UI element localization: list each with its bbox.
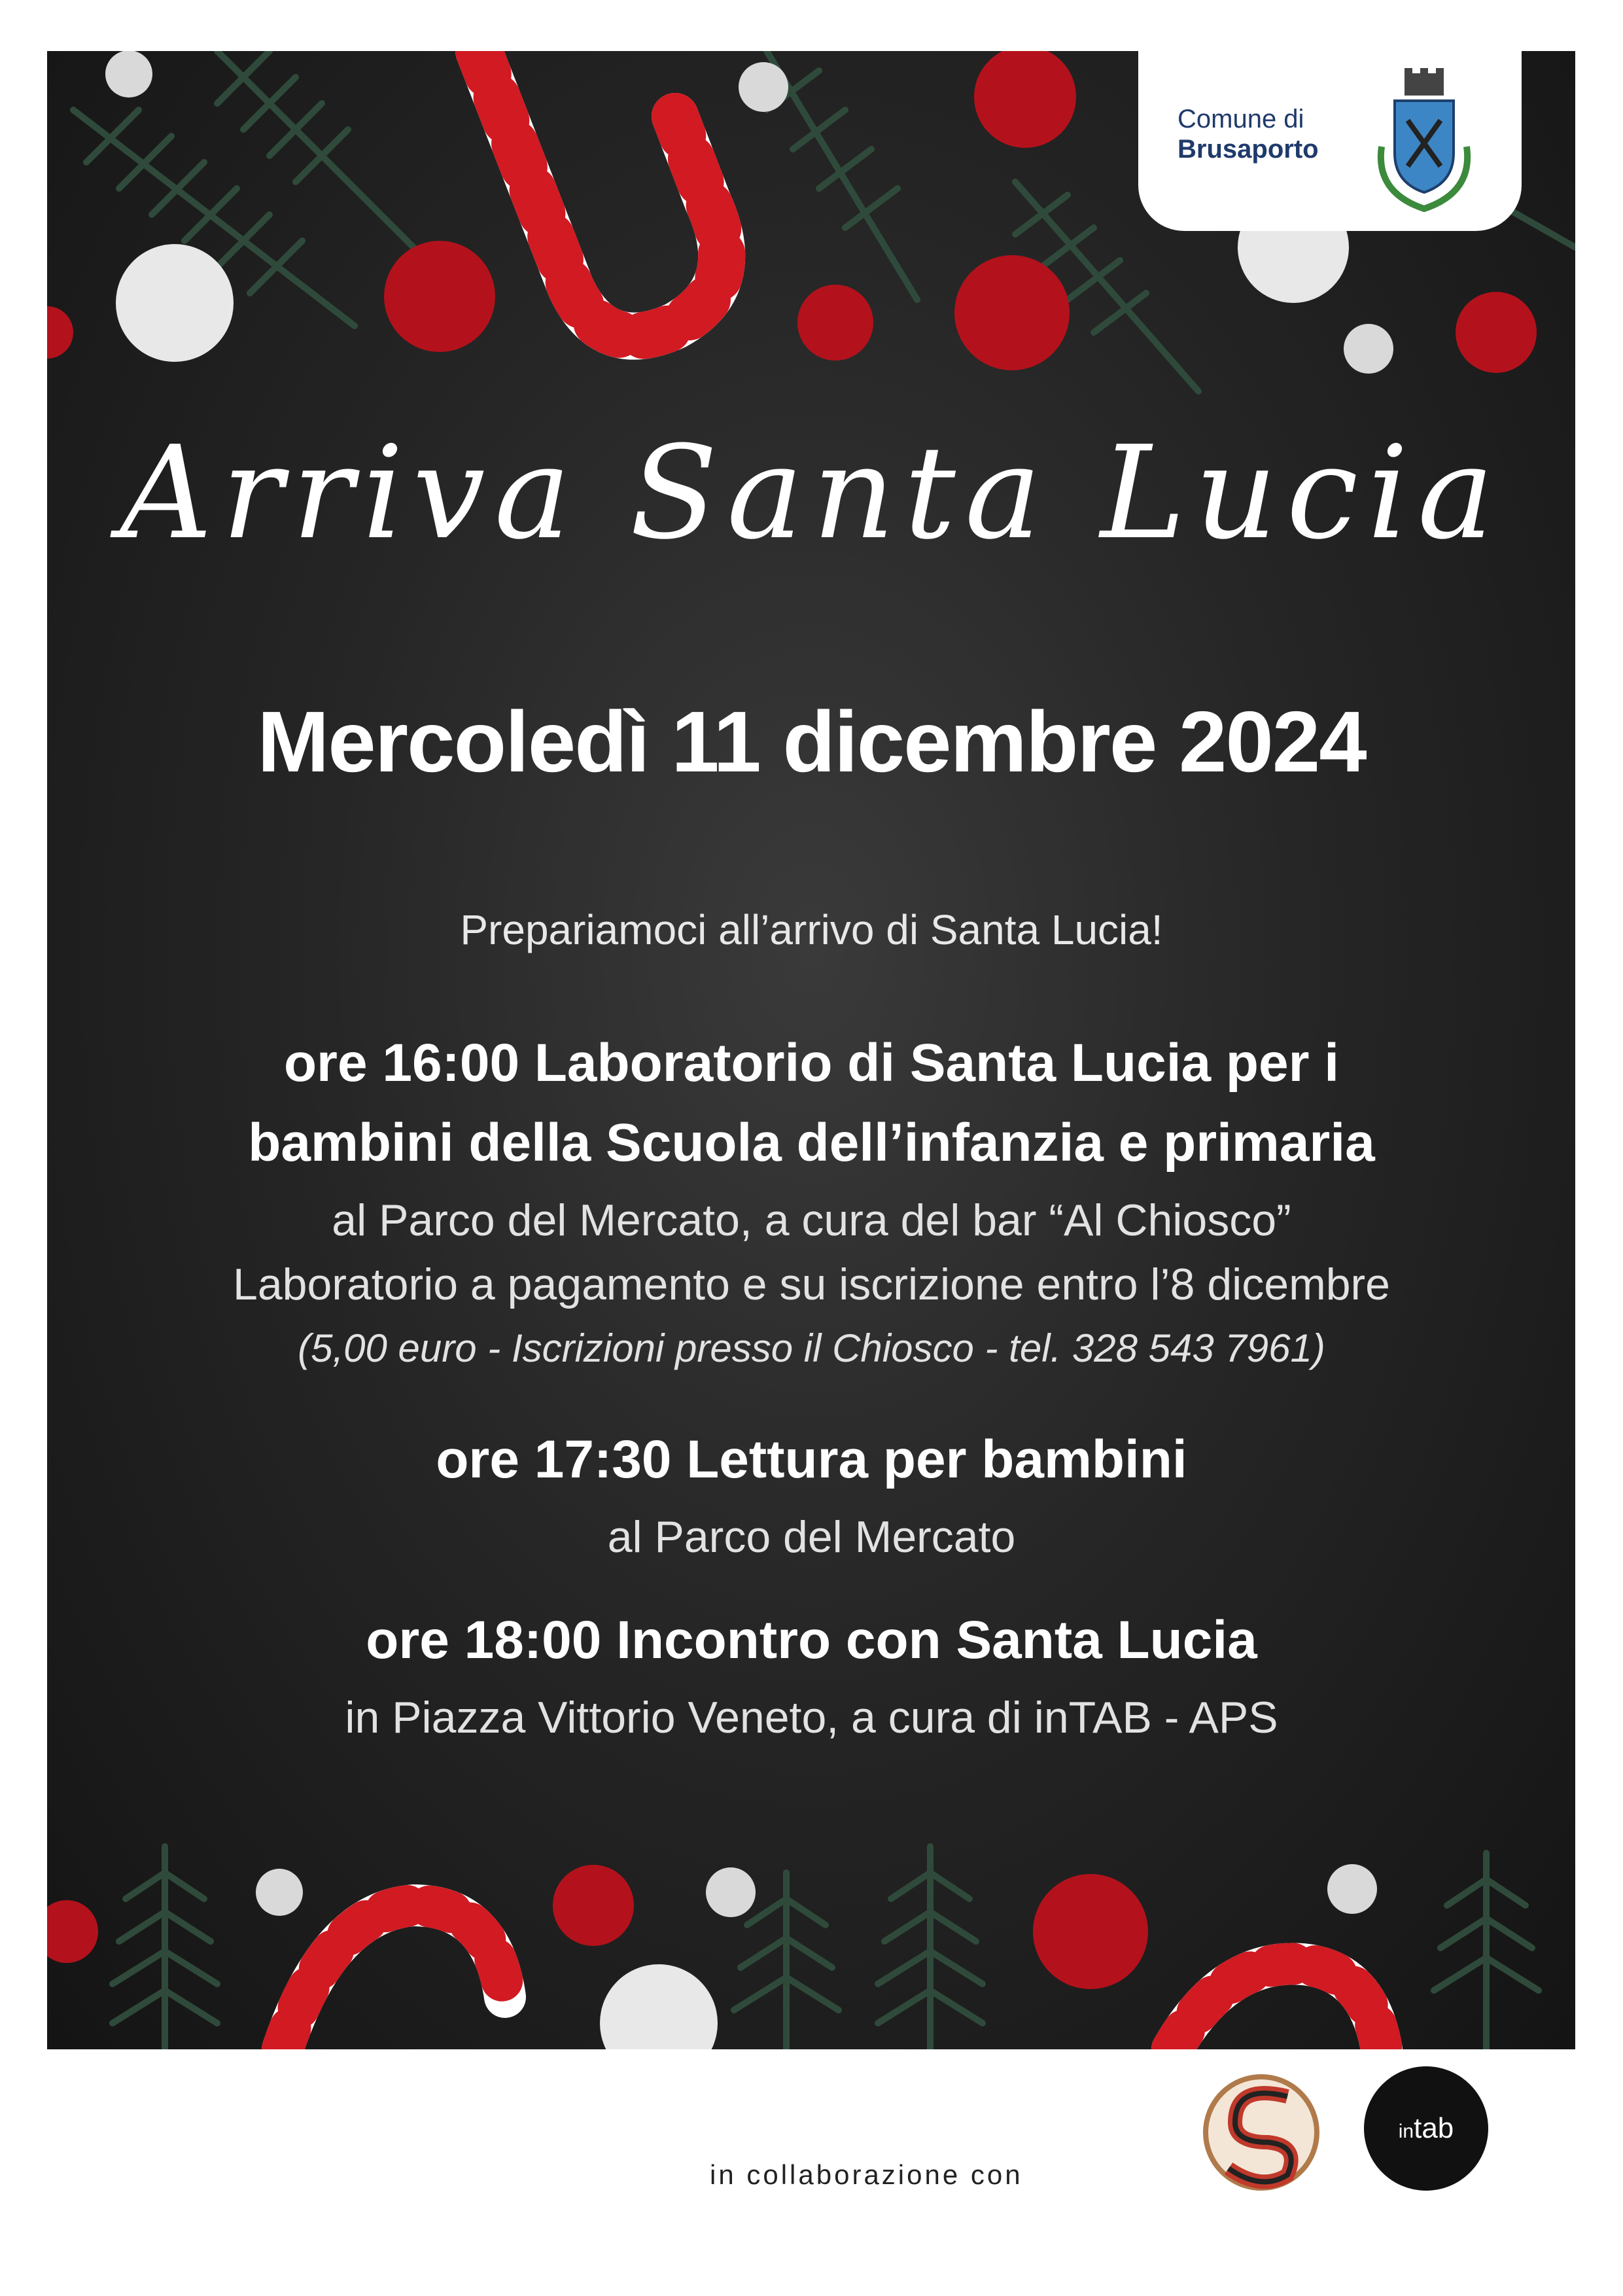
comune-name: Brusaporto: [1178, 135, 1319, 164]
event-location: al Parco del Mercato: [607, 1512, 1016, 1562]
event-location: al Parco del Mercato, a cura del bar “Al Chiosco”: [332, 1195, 1291, 1245]
event-title: ore 18:00 Incontro con Santa Lucia: [366, 1610, 1257, 1670]
intab-logo: [1364, 2066, 1488, 2191]
bottom-decoration: [47, 1833, 1575, 2049]
collaboration-label: in collaborazione con: [710, 2159, 1023, 2190]
event-details: Laboratorio a pagamento e su iscrizione entro l’8 dicembre: [233, 1260, 1390, 1309]
white-bauble-icon: [600, 1964, 718, 2049]
chiosco-logo-mark: [1183, 2070, 1340, 2195]
white-bauble-icon: [1344, 324, 1393, 374]
white-bauble-icon: [739, 62, 788, 112]
comune-label: Comune di: [1178, 105, 1304, 133]
white-bauble-icon: [706, 1867, 756, 1917]
white-bauble-icon: [256, 1869, 303, 1916]
white-bauble-icon: [1327, 1864, 1377, 1914]
poster-title: Arriva Santa Lucia: [120, 419, 1503, 568]
red-bauble-icon: [384, 241, 495, 352]
event-location: in Piazza Vittorio Veneto, a cura di inTAB - APS: [345, 1693, 1278, 1742]
red-bauble-icon: [954, 255, 1070, 370]
comune-logo-card: [1138, 51, 1522, 231]
coat-of-arms-icon: [1369, 68, 1480, 217]
intab-prefix: in: [1398, 2121, 1414, 2142]
chiosco-logo: [1183, 2070, 1340, 2195]
red-bauble-icon: [553, 1865, 634, 1946]
event-note: (5,00 euro - Iscrizioni presso il Chiosco - tel. 328 543 7961): [298, 1326, 1325, 1370]
red-bauble-icon: [1033, 1874, 1148, 1989]
red-bauble-icon: [47, 1900, 98, 1963]
red-bauble-icon: [974, 51, 1076, 148]
white-bauble-icon: [105, 51, 152, 97]
event-date: Mercoledì 11 dicembre 2024: [257, 694, 1366, 790]
red-bauble-icon: [797, 285, 873, 361]
red-bauble-icon: [1456, 292, 1537, 373]
red-bauble-icon: [47, 306, 73, 359]
intro-text: Prepariamoci all’arrivo di Santa Lucia!: [460, 906, 1163, 953]
event-title: ore 17:30 Lettura per bambini: [436, 1430, 1187, 1489]
intab-name: tab: [1414, 2112, 1454, 2144]
event-title: ore 16:00 Laboratorio di Santa Lucia per i: [283, 1033, 1340, 1093]
white-bauble-icon: [116, 244, 234, 362]
event-title: bambini della Scuola dell’infanzia e primaria: [248, 1113, 1375, 1173]
